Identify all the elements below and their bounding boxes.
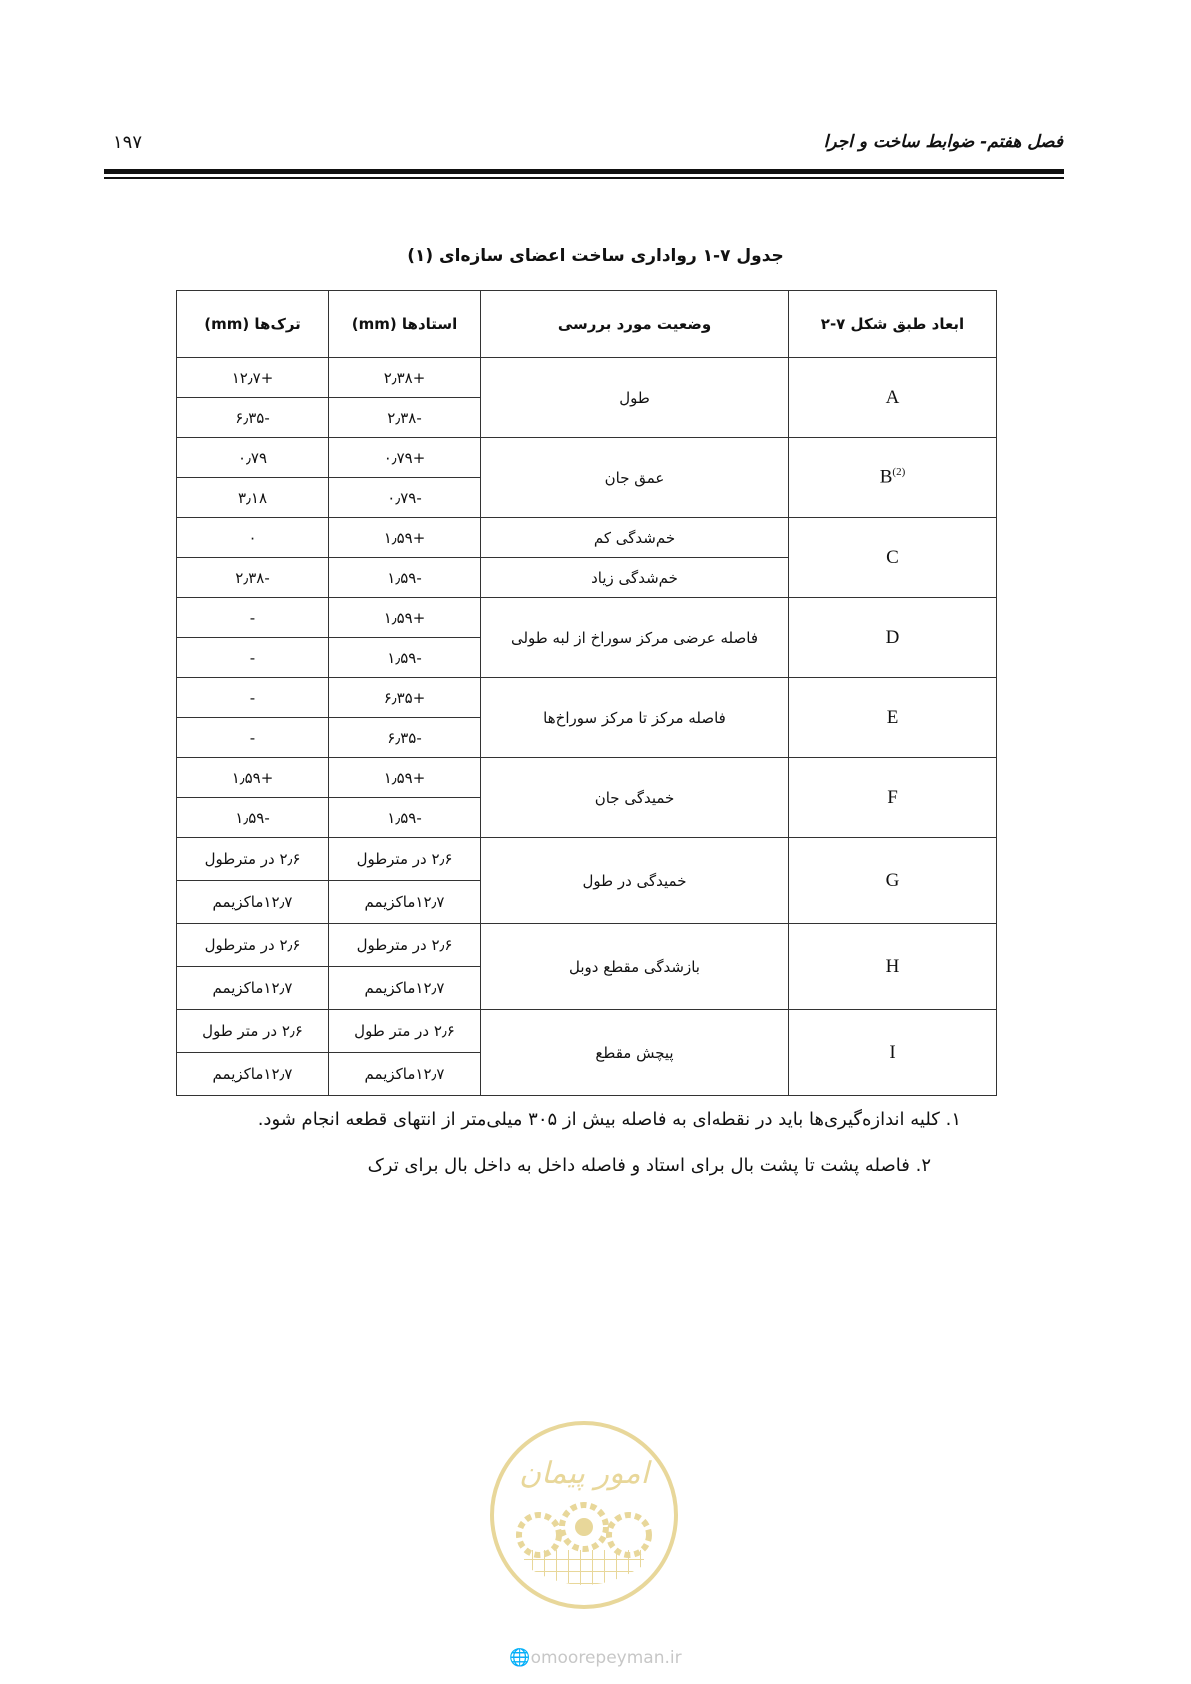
stud-tolerance-cell: -۶٫۳۵ <box>329 718 481 758</box>
table-row <box>177 678 997 718</box>
globe-icon: 🌐 <box>509 1648 531 1668</box>
dimension-cell <box>789 518 997 598</box>
track-tolerance-cell: ۰ <box>177 518 329 558</box>
dimension-cell <box>789 924 997 1010</box>
stud-tolerance-cell: +۱٫۵۹ <box>329 758 481 798</box>
header-track: ترک‌ها (mm) <box>177 291 329 358</box>
track-tolerance-cell: - <box>177 638 329 678</box>
table-row <box>177 838 997 881</box>
track-tolerance-cell: ۱۲٫۷ماکزیمم <box>177 967 329 1010</box>
dimension-cell <box>789 358 997 438</box>
table-body <box>177 358 997 1096</box>
dimension-cell <box>789 838 997 924</box>
track-tolerance-cell: ۱۲٫۷ماکزیمم <box>177 881 329 924</box>
stud-tolerance-cell: ۲٫۶ در مترطول <box>329 838 481 881</box>
table-caption: جدول ۷-۱ رواداری ساخت اعضای سازه‌ای (۱) <box>407 246 784 266</box>
status-cell: عمق جان <box>481 438 789 518</box>
table-row <box>177 598 997 638</box>
dimension-cell <box>789 678 997 758</box>
stud-tolerance-cell: +۱٫۵۹ <box>329 598 481 638</box>
status-cell: فاصله مرکز تا مرکز سوراخ‌ها <box>481 678 789 758</box>
stud-tolerance-cell: ۱۲٫۷ماکزیمم <box>329 881 481 924</box>
track-tolerance-cell: - <box>177 598 329 638</box>
table-row <box>177 1010 997 1053</box>
watermark-logo-text: امور پیمان <box>519 1456 649 1491</box>
track-tolerance-cell: ۳٫۱۸ <box>177 478 329 518</box>
dimension-label: C <box>886 546 899 568</box>
dimension-cell <box>789 438 997 518</box>
dimension-label: F <box>887 786 898 808</box>
table-row <box>177 924 997 967</box>
status-cell: خم‌شدگی کم <box>481 518 789 558</box>
dimension-label: D <box>885 626 900 648</box>
dimension-cell <box>789 1010 997 1096</box>
dimension-label: E <box>886 706 899 728</box>
track-tolerance-cell: - <box>177 718 329 758</box>
track-tolerance-cell: +۱٫۵۹ <box>177 758 329 798</box>
header-dimension: ابعاد طبق شکل ۷-۲ <box>789 291 997 358</box>
header-rule-thin <box>104 177 1064 179</box>
track-tolerance-cell: ۲٫۶ در مترطول <box>177 838 329 881</box>
stud-tolerance-cell: ۱۲٫۷ماکزیمم <box>329 1053 481 1096</box>
status-cell: پیچش مقطع <box>481 1010 789 1096</box>
status-cell: طول <box>481 358 789 438</box>
watermark-url <box>0 1648 1191 1668</box>
footnote-1: ۱. کلیه اندازه‌گیری‌ها باید در نقطه‌ای به فاصله بیش از ۳۰۵ میلی‌متر از انتهای قطعه انجام شود. <box>257 1109 961 1130</box>
stud-tolerance-cell: +۲٫۳۸ <box>329 358 481 398</box>
track-tolerance-cell: +۱۲٫۷ <box>177 358 329 398</box>
table-row <box>177 438 997 478</box>
dimension-label: A <box>885 386 900 408</box>
stud-tolerance-cell: -۱٫۵۹ <box>329 798 481 838</box>
status-cell: خمیدگی جان <box>481 758 789 838</box>
stud-tolerance-cell: +۶٫۳۵ <box>329 678 481 718</box>
dimension-footnote-ref: (2) <box>892 466 906 479</box>
stud-tolerance-cell: -۲٫۳۸ <box>329 398 481 438</box>
chapter-title: فصل هفتم- ضوابط ساخت و اجرا <box>823 132 1063 152</box>
track-tolerance-cell: -۲٫۳۸ <box>177 558 329 598</box>
track-tolerance-cell: ۲٫۶ در مترطول <box>177 924 329 967</box>
track-tolerance-cell: ۲٫۶ در متر طول <box>177 1010 329 1053</box>
dimension-label: G <box>885 869 900 891</box>
watermark-logo <box>484 1415 684 1615</box>
stud-tolerance-cell: +۰٫۷۹ <box>329 438 481 478</box>
track-tolerance-cell: - <box>177 678 329 718</box>
watermark-url-text: omoorepeyman.ir <box>530 1648 682 1668</box>
dimension-cell <box>789 758 997 838</box>
header-rule-thick <box>104 169 1064 174</box>
dimension-cell <box>789 598 997 678</box>
status-cell: فاصله عرضی مرکز سوراخ از لبه طولی <box>481 598 789 678</box>
status-cell: خمیدگی در طول <box>481 838 789 924</box>
tolerance-table <box>176 290 997 1096</box>
stud-tolerance-cell: -۰٫۷۹ <box>329 478 481 518</box>
stud-tolerance-cell: -۱٫۵۹ <box>329 638 481 678</box>
table-row <box>177 758 997 798</box>
track-tolerance-cell: ۱۲٫۷ماکزیمم <box>177 1053 329 1096</box>
footnotes <box>161 1097 961 1189</box>
dimension-label: H <box>885 955 900 977</box>
stud-tolerance-cell: ۲٫۶ در مترطول <box>329 924 481 967</box>
stud-tolerance-cell: +۱٫۵۹ <box>329 518 481 558</box>
status-cell: بازشدگی مقطع دوبل <box>481 924 789 1010</box>
page-number: ۱۹۷ <box>113 132 143 153</box>
table-row <box>177 518 997 558</box>
track-tolerance-cell: ۰٫۷۹ <box>177 438 329 478</box>
track-tolerance-cell: -۱٫۵۹ <box>177 798 329 838</box>
stud-tolerance-cell: ۱۲٫۷ماکزیمم <box>329 967 481 1010</box>
table-row <box>177 358 997 398</box>
header-status: وضعیت مورد بررسی <box>481 291 789 358</box>
footnote-2: ۲. فاصله پشت تا پشت بال برای استاد و فاصله داخل به داخل بال برای ترک <box>367 1155 931 1176</box>
dimension-label: B <box>879 466 893 488</box>
status-cell: خم‌شدگی زیاد <box>481 558 789 598</box>
header-stud: استادها (mm) <box>329 291 481 358</box>
stud-tolerance-cell: -۱٫۵۹ <box>329 558 481 598</box>
track-tolerance-cell: -۶٫۳۵ <box>177 398 329 438</box>
stud-tolerance-cell: ۲٫۶ در متر طول <box>329 1010 481 1053</box>
dimension-label: I <box>889 1041 896 1063</box>
